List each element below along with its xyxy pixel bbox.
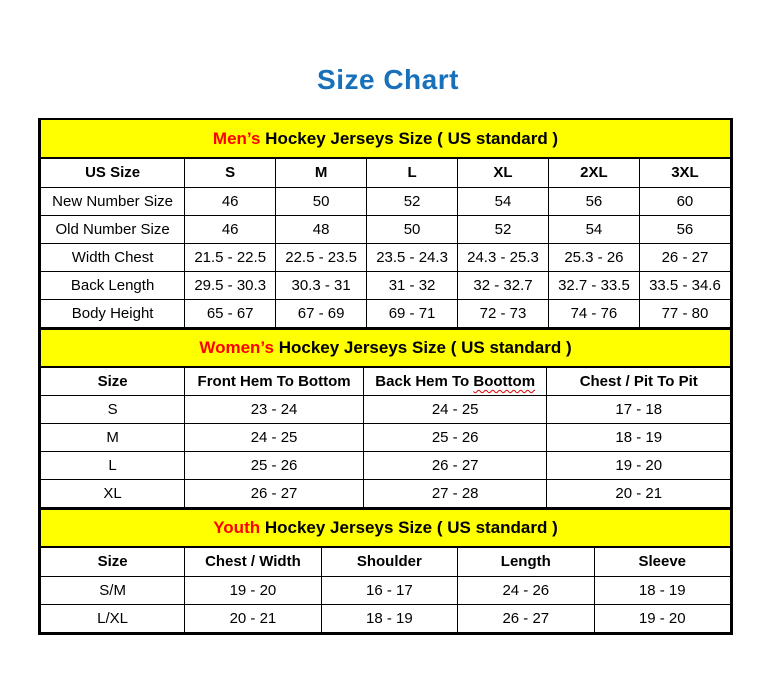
- youth-size-table: [40, 508, 731, 633]
- cell-value: 18 - 19: [547, 424, 731, 452]
- cell-value: 72 - 73: [458, 299, 549, 327]
- cell-value: 46: [185, 215, 276, 243]
- cell-value: 48: [276, 215, 367, 243]
- cell-value: 26 - 27: [639, 243, 730, 271]
- column-header: Length: [458, 547, 594, 576]
- page-title: Size Chart: [317, 64, 459, 95]
- table-row: [41, 480, 731, 508]
- column-header: 3XL: [639, 158, 730, 187]
- cell-value: 67 - 69: [276, 299, 367, 327]
- cell-value: 56: [548, 187, 639, 215]
- column-header: US Size: [41, 158, 185, 187]
- row-label: Width Chest: [41, 243, 185, 271]
- youth-band-title: [41, 509, 731, 547]
- cell-value: 69 - 71: [367, 299, 458, 327]
- youth-band-rest: Hockey Jerseys Size ( US standard ): [260, 518, 558, 537]
- table-row: [41, 576, 731, 604]
- row-label: Body Height: [41, 299, 185, 327]
- table-row: [41, 424, 731, 452]
- row-label: S: [41, 396, 185, 424]
- cell-value: 24 - 26: [458, 576, 594, 604]
- mens-size-table: [40, 120, 731, 328]
- cell-value: 52: [367, 187, 458, 215]
- cell-value: 65 - 67: [185, 299, 276, 327]
- row-label: S/M: [41, 576, 185, 604]
- youth-band-highlight: Youth: [213, 518, 261, 537]
- column-header: Chest / Width: [185, 547, 321, 576]
- column-header: L: [367, 158, 458, 187]
- mens-header-row: [41, 158, 731, 187]
- mens-band-row: [41, 120, 731, 158]
- size-chart-tables: [38, 118, 733, 635]
- cell-value: 20 - 21: [547, 480, 731, 508]
- table-row: [41, 604, 731, 632]
- cell-value: 24.3 - 25.3: [458, 243, 549, 271]
- spellcheck-squiggle-word: Boottom: [473, 372, 536, 390]
- womens-size-table: [40, 328, 731, 509]
- womens-header-row: [41, 367, 731, 396]
- column-header: Chest / Pit To Pit: [547, 367, 731, 396]
- table-row: [41, 215, 731, 243]
- cell-value: 26 - 27: [363, 452, 547, 480]
- column-header: M: [276, 158, 367, 187]
- cell-value: 24 - 25: [363, 396, 547, 424]
- cell-value: 30.3 - 31: [276, 271, 367, 299]
- cell-value: 29.5 - 30.3: [185, 271, 276, 299]
- cell-value: 19 - 20: [185, 576, 321, 604]
- table-row: [41, 299, 731, 327]
- youth-band-row: [41, 509, 731, 547]
- cell-value: 56: [639, 215, 730, 243]
- table-row: [41, 452, 731, 480]
- youth-header-row: [41, 547, 731, 576]
- cell-value: 18 - 19: [594, 576, 730, 604]
- cell-value: 21.5 - 22.5: [185, 243, 276, 271]
- cell-value: 32 - 32.7: [458, 271, 549, 299]
- mens-band-title: [41, 120, 731, 158]
- cell-value: 33.5 - 34.6: [639, 271, 730, 299]
- cell-value: 74 - 76: [548, 299, 639, 327]
- row-label: New Number Size: [41, 187, 185, 215]
- cell-value: 23.5 - 24.3: [367, 243, 458, 271]
- row-label: M: [41, 424, 185, 452]
- row-label: L: [41, 452, 185, 480]
- cell-value: 19 - 20: [547, 452, 731, 480]
- cell-value: 26 - 27: [458, 604, 594, 632]
- womens-band-row: [41, 329, 731, 367]
- table-row: [41, 243, 731, 271]
- cell-value: 54: [548, 215, 639, 243]
- column-header-prefix: Back Hem To: [375, 372, 474, 390]
- column-header: Size: [41, 547, 185, 576]
- column-header: XL: [458, 158, 549, 187]
- mens-band-highlight: Men’s: [212, 128, 261, 148]
- cell-value: 26 - 27: [185, 480, 364, 508]
- column-header: S: [185, 158, 276, 187]
- column-header: 2XL: [548, 158, 639, 187]
- womens-band-highlight: Women’s: [199, 337, 274, 357]
- row-label: Old Number Size: [41, 215, 185, 243]
- cell-value: 25 - 26: [185, 452, 364, 480]
- cell-value: 20 - 21: [185, 604, 321, 632]
- cell-value: 17 - 18: [547, 396, 731, 424]
- cell-value: 23 - 24: [185, 396, 364, 424]
- column-header: Sleeve: [594, 547, 730, 576]
- cell-value: 46: [185, 187, 276, 215]
- cell-value: 52: [458, 215, 549, 243]
- cell-value: 50: [367, 215, 458, 243]
- column-header: Size: [41, 367, 185, 396]
- row-label: Back Length: [41, 271, 185, 299]
- cell-value: 27 - 28: [363, 480, 547, 508]
- cell-value: 31 - 32: [367, 271, 458, 299]
- column-header: Front Hem To Bottom: [185, 367, 364, 396]
- table-row: [41, 187, 731, 215]
- column-header: Shoulder: [321, 547, 457, 576]
- cell-value: 16 - 17: [321, 576, 457, 604]
- cell-value: 32.7 - 33.5: [548, 271, 639, 299]
- cell-value: 22.5 - 23.5: [276, 243, 367, 271]
- column-header-misspelled: [363, 367, 547, 396]
- womens-band-title: [41, 329, 731, 367]
- cell-value: 60: [639, 187, 730, 215]
- table-row: [41, 271, 731, 299]
- cell-value: 25 - 26: [363, 424, 547, 452]
- womens-band-rest: Hockey Jerseys Size ( US standard ): [273, 337, 572, 357]
- cell-value: 19 - 20: [594, 604, 730, 632]
- mens-band-rest: Hockey Jerseys Size ( US standard ): [260, 128, 559, 148]
- cell-value: 54: [458, 187, 549, 215]
- row-label: L/XL: [41, 604, 185, 632]
- cell-value: 24 - 25: [185, 424, 364, 452]
- table-row: [41, 396, 731, 424]
- cell-value: 18 - 19: [321, 604, 457, 632]
- cell-value: 50: [276, 187, 367, 215]
- row-label: XL: [41, 480, 185, 508]
- cell-value: 77 - 80: [639, 299, 730, 327]
- cell-value: 25.3 - 26: [548, 243, 639, 271]
